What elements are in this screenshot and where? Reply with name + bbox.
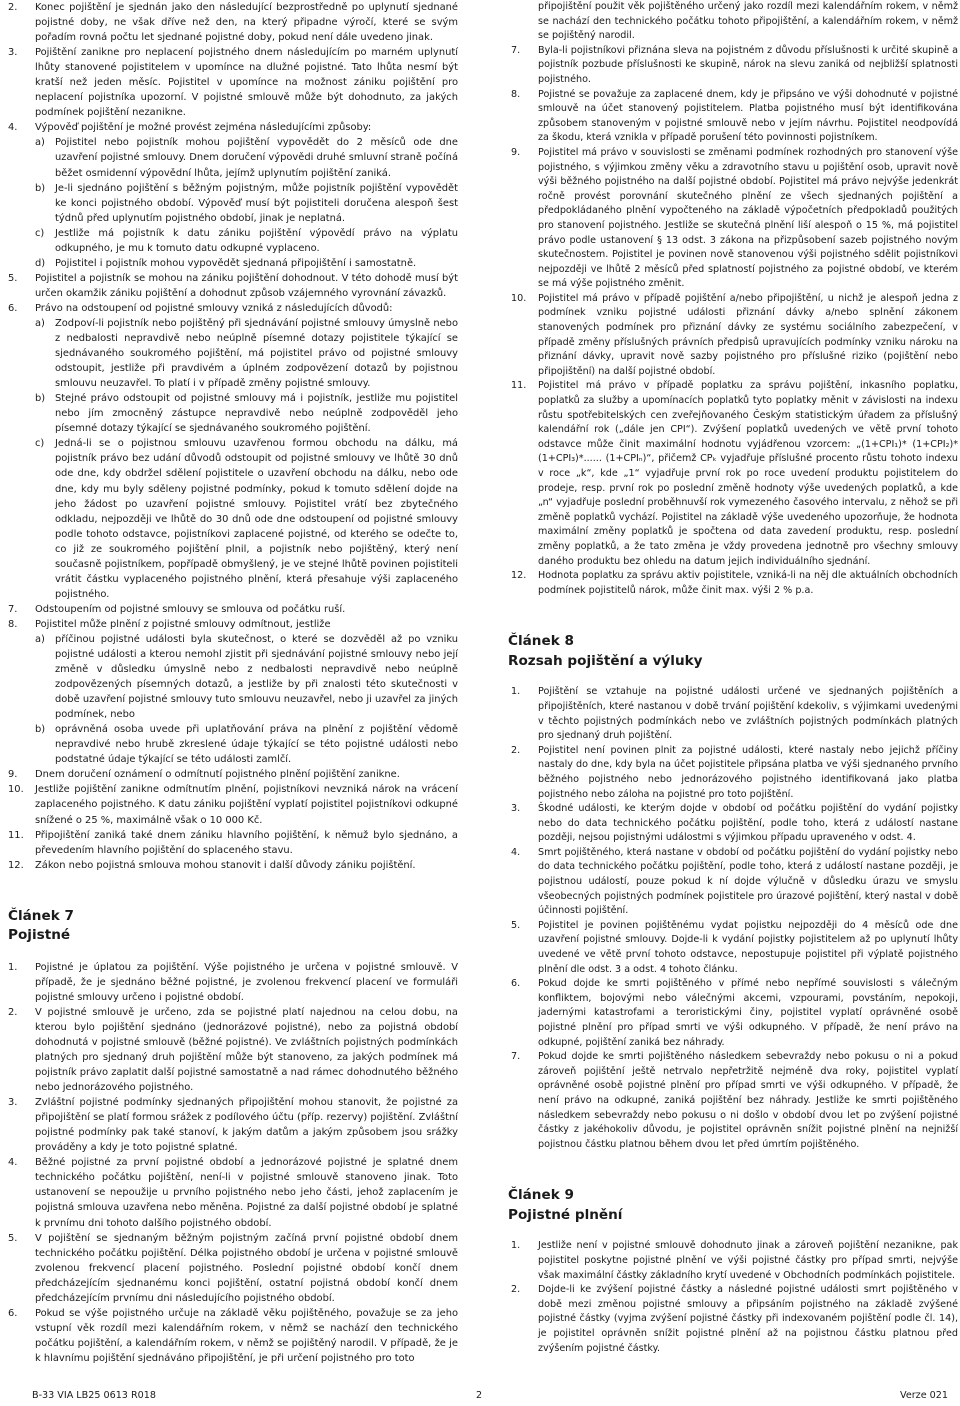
clause-text: Pojistné je úplatou za pojištění. Výše pojistného je určena v pojistné smlouvě. V případě, že je sjednáno běžné pojistné, je zvolenou frekvencí placení ve formuláři pojistné smlouvy určeno i pojistné období. <box>35 961 458 1003</box>
clause-number: a) <box>35 317 45 329</box>
clause-text: Pojistitel nebo pojistník mohou pojištění vypovědět do 2 měsíců ode dne uzavření pojistné smlouvy. Dnem doručení výpovědi druhé smluvní straně počíná běžet osmidenní výpovědní lhůta, jejímž uplynutím pojištění zaniká. <box>55 137 458 179</box>
clause <box>8 858 458 873</box>
clause-number: 12. <box>8 859 24 871</box>
footer-version: Verze 021 <box>900 1390 948 1401</box>
clause-text: Právo na odstoupení od pojistné smlouvy vzniká z následujících důvodů: <box>35 302 393 314</box>
clause-number: 7. <box>511 44 521 56</box>
clause-text: Pojistitel je povinen pojištěnému vydat pojistku nejpozději do 4 měsíců ode dne uzavření pojistné smlouvy. Dojde-li k vydání pojistky pojistitelem až po uplynutí lhůty uvedené ve větě první tohoto odstavce, nepostupuje pojistitel při výplatě pojistného plnění dle odst. 3 a odst. 4 tohoto článku. <box>538 919 958 975</box>
clause-text: Dojde-li ke zvýšení pojistné částky a následné pojistné události smrt pojištěného v době mezi změnou pojistné smlouvy a připsáním pojistného na základě zvýšené pojistné částky (vyjma zvýšení pojistné částky při indexovaném pojištění podle čl. 14), je pojistitel oprávněn snížit pojistné plnění až na pojistnou částku platnou před zvýšením pojistné částky. <box>538 1284 958 1354</box>
clause <box>508 744 958 802</box>
clause-text: V pojištění se sjednaným běžným pojistným začíná první pojistné období dnem technického počátku pojištění. Délka pojistného období je určena v pojistné smlouvě zvolenou frekvencí placení pojistného. Poslední pojistné období končí dnem předcházejícím sjednanému konci pojištění, ostatní pojistná období končí dnem předcházejícím prvnímu dni následujícího pojistného období. <box>35 1232 458 1304</box>
clause-number: 1. <box>8 961 18 973</box>
sub-clause <box>8 632 458 722</box>
clause-text: Zákon nebo pojistná smlouva mohou stanovit i další důvody zániku pojištění. <box>35 859 416 871</box>
clause <box>8 45 458 120</box>
clause <box>8 782 458 827</box>
clause-text: Pojistitel není povinen plnit za pojistné události, které nastaly nebo jejichž příčiny nastaly do dne, kdy byla na účet pojistitele připsána platba ve výši sjednaného prvního běžného pojistného nebo jednorázového pojistného identifikovaná jako platba pojistného nebo záloha na pojistné pro toto pojištění. <box>538 744 958 800</box>
clause-number: a) <box>35 633 45 645</box>
clause-text: Jestliže není v pojistné smlouvě dohodnuto jinak a zároveň pojištění nezanikne, pak pojistitel poskytne pojistné plnění ve výši pojistné částky pro případ smrti, nejvýše však maximální částky základního krytí uvedené v Obchodních podmínkách pojistitele. <box>538 1240 958 1281</box>
clause-number: 8. <box>8 618 18 630</box>
clause-number: 6. <box>511 978 521 990</box>
clause-text: Pojištění se vztahuje na pojistné události určené ve sjednaných pojištěních a připojištěních, které nastanou v době trvání pojištění kdekoliv, s výjimkami uvedenými v těchto pojistných podmínkách nebo ve zvláštních pojistných podmínkách platných pro sjednaný druh pojištění. <box>538 686 958 742</box>
clause <box>8 767 458 782</box>
clause <box>8 1155 458 1230</box>
clause <box>8 271 458 301</box>
clause-text: Dnem doručení oznámení o odmítnutí pojistného plnění pojištění zanikne. <box>35 769 400 781</box>
clause-text: Jedná-li se o pojistnou smlouvu uzavřenou formou obchodu na dálku, má pojistník právo bez udání důvodů odstoupit od pojistné smlouvy ve lhůtě 30 dnů ode dne, kdy obdržel sdělení pojistitele o uzavření obchodu na dálku, nebo ode dne, kdy mu byly sděleny pojistné podmínky, pokud k tomuto sdělení dojde na jeho žádost po uzavření pojistné smlouvy. Pojistitel vrátí bez zbytečného odkladu, nejpozději ve lhůtě do 30 dnů ode dne odstoupení od pojistné smlouvy podle tohoto odstavce, pojistníkovi zaplacené pojistné, od kterého se odečte to, co již ze soukromého pojištění plnil, a pojistník nebo pojištěný, který není současně pojistníkem, popřípadě obmyšlený, je ve stejné lhůtě povinen pojistiteli vrátit částku vyplaceného pojistného plnění, která přesahuje výši zaplaceného pojistného. <box>55 438 458 600</box>
sub-clause <box>8 722 458 767</box>
clause-number: 4. <box>511 846 521 858</box>
clause <box>8 828 458 858</box>
clause-continuation <box>508 0 958 44</box>
clause-text: Pojistitel má právo v případě pojištění a/nebo připojištění, u nichž je alespoň jedna z podmínek vzniku pojistné události přiznání dávky a/nebo splnění zákonem stanovených podmínek pro přiznání dávky ze systému sociálního zabezpečení, v případě změny příslušných právních předpisů upravujících podmínky vzniku nároku na přiznání dávky, upravit nově sazby pojistného pro příslušné riziko (pojištění nebo připojištění) na další pojistné období. <box>538 292 958 377</box>
article-heading <box>508 632 958 671</box>
clause <box>508 292 958 380</box>
sub-clause <box>8 135 458 180</box>
clause-text: Odstoupením od pojistné smlouvy se smlouva od počátku ruší. <box>35 603 346 615</box>
clause-number: 11. <box>8 829 24 841</box>
clause-number: c) <box>35 227 45 239</box>
clause <box>508 146 958 292</box>
clause <box>8 617 458 632</box>
sub-clause <box>8 436 458 602</box>
footer-page-number: 2 <box>476 1390 483 1401</box>
footer-document-code: B-33 VIA LB25 0613 R018 <box>32 1390 156 1401</box>
clause <box>8 602 458 617</box>
clause-number: 9. <box>511 146 521 158</box>
clause <box>508 802 958 846</box>
clause-number: 5. <box>511 919 521 931</box>
clause <box>8 0 458 45</box>
clause-text: příčinou pojistné události byla skutečnost, o které se dozvěděl až po vzniku pojistné události a kterou nemohl zjistit při sjednávání pojistné smlouvy nebo její změně v důsledku úmyslně nebo z nedbalosti nepravdivě nebo neúplně zodpovězených písemných dotazů, a jestliže by při znalosti této skutečnosti v době uzavření pojistné smlouvy tuto smlouvu neuzavřel, nebo ji uzavřel za jiných podmínek, nebo <box>55 633 458 721</box>
clause-number: 2. <box>8 1006 18 1018</box>
clause-number: 10. <box>8 784 24 796</box>
sub-clause <box>8 316 458 391</box>
clause-number: d) <box>35 257 46 269</box>
clause-number: 12. <box>511 570 527 582</box>
article-heading <box>8 907 458 946</box>
sub-clause <box>8 181 458 226</box>
sub-clause <box>8 391 458 436</box>
clause-text: V pojistné smlouvě je určeno, zda se pojistné platí najednou na celou dobu, na kterou bylo pojištění sjednáno (jednorázové pojistné), nebo za pojistná období dohodnutá v pojistné smlouvě (běžné pojistné). Ve zvláštních pojistných podmínkách platných pro sjednaný druh pojištění může být stanoveno, za jakých podmínek má pojistník právo zaplatit další pojistné samostatně a nad rámec dohodnutého běžného nebo jednorázového pojistného. <box>35 1006 458 1094</box>
clause <box>508 685 958 743</box>
clause-number: 1. <box>511 686 521 698</box>
clause <box>8 1005 458 1095</box>
clause <box>508 1050 958 1152</box>
clause-text: Smrt pojištěného, která nastane v období od počátku pojištění do vydání pojistky nebo do data technického počátku pojištění, podle toho, která z událostí nastane později, je pojistnou událostí, pouze pokud k ní dojde výlučně v důsledku úrazu ve smyslu všeobecných pojistných podmínek pojistitele pro úrazové pojištění, který nastal v době účinnosti pojištění. <box>538 846 958 917</box>
clause-number: 7. <box>8 603 18 615</box>
clause-text: Zodpoví-li pojistník nebo pojištěný při sjednávání pojistné smlouvy úmyslně nebo z nedbalosti nepravdivě nebo neúplně písemné dotazy pojistitele týkající se sjednávaného soukromého pojištění, má pojistitel právo od pojistné smlouvy odstoupit, jestliže při pravdivém a úplném zodpovězení dotazů by pojistnou smlouvu neuzavřel. To platí i v případě změny pojistné smlouvy. <box>55 317 458 390</box>
clause-number: b) <box>35 724 46 736</box>
clause <box>508 1283 958 1356</box>
left-column <box>8 0 458 1366</box>
clause-text: Pojistné se považuje za zaplacené dnem, kdy je připsáno ve výši dohodnuté v pojistné smlouvě na účet stanovený pojistitelem. Platba pojistného musí být identifikována způsobem stanoveným v pojistné smlouvě nebo v jejím návrhu. Pojistitel neodpovídá za škodu, která vznikla v případě porušení této povinnosti pojistníkem. <box>538 88 958 144</box>
clause-text: Jestliže pojištění zanikne odmítnutím plnění, pojistníkovi nevzniká nárok na vrácení zaplaceného pojistného. K datu zániku pojištění vyplatí pojistitel pojistníkovi odkupné snížené o 25 %, maximálně však o 10 000 Kč. <box>35 784 458 826</box>
clause-text: Škodné události, ke kterým dojde v období od počátku pojištění do vydání pojistky nebo do data technického počátku pojištění, podle toho, která z událostí nastane později, nejsou pojistnými událostmi s výjimkou případu upraveného v odst. 4. <box>538 803 958 844</box>
clause-number: 10. <box>511 292 527 304</box>
clause-number: a) <box>35 137 45 149</box>
clause-number: 4. <box>8 122 18 134</box>
clause-text: Pokud dojde ke smrti pojištěného následkem sebevraždy nebo pokusu o ni a pokud zároveň pojištění ještě netrvalo nepřetržitě nejméně dva roky, pojistitel vyplatí oprávněné osobě pojistné plnění pro případ smrti ve výši odkupného. V případě, že není právo na odkupné, zaniká pojištění bez náhrady. Jestliže ke smrti pojištěného následkem sebevraždy nebo pokusu o ni došlo v období dvou let po zvýšení pojistné částky z jakéhokoliv důvodu, je pojistitel oprávněn snížit pojistné plnění na nejnižší pojistnou částku platnou během dvou let před úmrtím pojištěného. <box>538 1051 958 1150</box>
clause-text: Pojistitel má právo v souvislosti se změnami podmínek rozhodných pro stanovení výše pojistného, s výjimkou změny věku a zdravotního stavu u pojištění osob, upravit nově výši běžného pojistného na další pojistné období. Pojistitel má právo nejvýše jedenkrát ročně provést porovnání skutečného plnění ze všech sjednaných pojištění a předpokládaného plnění vypočteného na základě výpočetních předpokladů použitých pro stanovení pojistného. Jestliže se skutečná plnění liší alespoň o 15 %, má pojistitel právo podle ustanovení § 13 odst. 3 zákona na přizpůsobení sazeb pojistného novým skutečnostem. Pojistitel je povinen nově stanovenou výši pojistného sdělit pojistníkovi nejpozději ve lhůtě 2 měsíců před splatností pojistného za pojistné období, ve kterém se má výše pojistného změnit. <box>538 146 958 290</box>
clause-text: Hodnota poplatku za správu aktiv pojistitele, vzniká-li na něj dle aktuálních obchodních podmínek pojistitelů nárok, může činit max. výši 2 % p.a. <box>538 570 958 596</box>
article-number: Článek 9 <box>508 1187 574 1204</box>
clause-text: Pojistitel a pojistník se mohou na zániku pojištění dohodnout. V této dohodě musí být určen okamžik zániku pojištění a dohodnut způsob vzájemného vyrovnání závazků. <box>35 272 458 299</box>
article-title: Rozsah pojištění a výluky <box>508 652 703 669</box>
clause-number: b) <box>35 182 46 194</box>
clause-number: 2. <box>511 1284 521 1296</box>
clause <box>508 846 958 919</box>
clause <box>508 919 958 977</box>
article-title: Pojistné <box>8 927 71 944</box>
article-heading <box>508 1186 958 1225</box>
clause-text: Stejné právo odstoupit od pojistné smlouvy má i pojistník, jestliže mu pojistitel nebo jím zmocněný zástupce nepravdivě nebo neúplně zodpověděl jeho písemné dotazy týkající se sjednávaného soukromého pojištění. <box>55 393 458 435</box>
clause-number: 3. <box>8 47 18 59</box>
clause <box>8 1095 458 1155</box>
clause-number: c) <box>35 438 45 450</box>
clause-number: 9. <box>8 769 18 781</box>
clause-number: 2. <box>8 2 18 13</box>
clause <box>8 301 458 316</box>
clause <box>8 120 458 135</box>
clause-number: b) <box>35 393 46 405</box>
clause-text: oprávněná osoba uvede při uplatňování práva na plnění z pojištění vědomě nepravdivé nebo hrubě zkreslené údaje týkající se této pojistné události nebo podstatné údaje týkající se této události zamlčí. <box>55 724 458 766</box>
clause-number: 8. <box>511 88 521 100</box>
article-number: Článek 7 <box>8 907 74 924</box>
sub-clause <box>8 226 458 256</box>
clause <box>508 44 958 88</box>
clause <box>8 1306 458 1366</box>
clause-number: 6. <box>8 302 18 314</box>
clause-text: Pojistitel i pojistník mohou vypovědět sjednaná připojištění i samostatně. <box>55 257 417 269</box>
clause-text: Připojištění zaniká také dnem zániku hlavního pojištění, k němuž bylo sjednáno, a převedením hlavního pojištění do splaceného stavu. <box>35 829 458 856</box>
clause <box>8 1231 458 1306</box>
clause-number: 11. <box>511 380 527 392</box>
clause-text: Pojistitel má právo v případě poplatku za správu pojištění, inkasního poplatku, poplatků za služby a upomínacích poplatků tyto poplatky měnit v závislosti na indexu růstu spotřebitelských cen zveřejňovaného Českým statistickým úřadem za příslušný kalendářní rok („dále jen CPI“). Zvýšení poplatků uvedených ve větě první tohoto odstavce může činit maximální hodnotu vyjádřenou vzorcem: „(1+CPI₁)* (1+CPI₂)* (1+CPI₃)*...... (1+CPIₙ)“, přičemž CPₖ vyjadřuje příslušné procento růstu tohoto indexu v roce „k“, kde „1“ vyjadřuje první rok po roce uvedení produktu pojistitelem do prodeje, resp. první rok po poslední změně hodnoty výše uvedených poplatků, a kde „n“ vyjadřuje poslední proběhnuvší rok vymezeného časového intervalu, z něhož se při změně poplatků vychází. Pojistitel na základě výše uvedeného upozorňuje, že hodnota maximální změny poplatků je spočtena od data zavedení produktu, resp. poslední změny poplatků, a že tato změna je vždy provedena jednotně pro všechny smlouvy daného produktu bez ohledu na datum jejich individuálního sjednání. <box>538 380 958 567</box>
clause <box>508 1239 958 1283</box>
clause-number: 3. <box>511 803 521 815</box>
clause-text: Pokud se výše pojistného určuje na základě věku pojištěného, považuje se za jeho vstupní věk rozdíl mezi kalendářním rokem, v němž se nachází den technického počátku pojištění, a kalendářním rokem, v němž se pojištěný narodil. V případě, že je k hlavnímu pojištění sjednáváno připojištění, je při určení pojistného pro toto <box>35 1307 458 1364</box>
right-column <box>508 0 958 1356</box>
clause <box>508 569 958 598</box>
clause-number: 7. <box>511 1051 521 1063</box>
clause <box>508 379 958 569</box>
clause-text: Pojištění zanikne pro neplacení pojistného dnem následujícím po marném uplynutí lhůty stanovené pojistitelem v upomínce na dlužné pojistné. Tato lhůta nesmí být kratší než jeden měsíc. Pojistitel v upomínce na možnost zániku pojištění pro neplacení pojistníka upozorní. V pojistné smlouvě může být dohodnuto, za jakých podmínek pojištění nezanikne. <box>35 47 458 119</box>
clause <box>508 977 958 1050</box>
clause-text: Zvláštní pojistné podmínky sjednaných připojištění mohou stanovit, že pojistné za připojištění se platí formou srážek z podílového účtu (příp. rezervy) pojištění. Zvláštní pojistné podmínky pak také stanoví, k jakým datům a jakým způsobem jsou srážky prováděny a kdy je toto pojistné splatné. <box>35 1097 458 1154</box>
clause-text: Pojistitel může plnění z pojistné smlouvy odmítnout, jestliže <box>35 618 331 630</box>
clause <box>508 88 958 146</box>
clause-number: 3. <box>8 1097 18 1109</box>
clause-number: 5. <box>8 1232 18 1244</box>
clause-text: Výpověď pojištění je možné provést zejména následujícími způsoby: <box>35 122 372 134</box>
article-number: Článek 8 <box>508 633 574 650</box>
clause-text: Pokud dojde ke smrti pojištěného v přímé nebo nepřímé souvislosti s válečným konfliktem, bojovými nebo válečnými akcemi, vzpourami, povstáním, nepokoji, jadernými katastrofami a teroristickými činy, pojistitel vyplatí oprávněné osobě pojistné plnění pro případ smrti ve výši odkupného. V případě, že není právo na odkupné, pojištění zaniká bez náhrady. <box>538 978 958 1048</box>
clause-text: připojištění použit věk pojištěného určený jako rozdíl mezi kalendářním rokem, v němž se nachází den technického počátku tohoto připojištění, a kalendářním rokem, v němž se pojištěný narodil. <box>538 1 958 42</box>
clause <box>8 960 458 1005</box>
clause-number: 6. <box>8 1307 18 1319</box>
clause-text: Byla-li pojistníkovi přiznána sleva na pojistném z důvodu příslušnosti k určité skupině a pojistník pozbude příslušnosti ke skupině, nárok na slevu zaniká od nejbližší splatnosti pojistného. <box>538 44 958 85</box>
article-title: Pojistné plnění <box>508 1206 623 1223</box>
clause-number: 5. <box>8 272 18 284</box>
clause-number: 1. <box>511 1240 521 1252</box>
clause-number: 2. <box>511 744 521 756</box>
clause-text: Konec pojištění je sjednán jako den následující bezprostředně po uplynutí sjednané pojistné doby, ne však dříve než den, na který připadne výročí, které se svým pořadím rovná počtu let sjednané pojistné doby, pokud není dále uvedeno jinak. <box>35 2 458 44</box>
clause-number: 4. <box>8 1157 18 1169</box>
sub-clause <box>8 256 458 271</box>
clause-text: Jestliže má pojistník k datu zániku pojištění výpovědí právo na výplatu odkupného, je mu k tomuto datu odkupné vyplaceno. <box>55 227 458 254</box>
clause-text: Je-li sjednáno pojištění s běžným pojistným, může pojistník pojištění vypovědět ke konci pojistného období. Výpověď musí být pojistiteli doručena alespoň šest týdnů před uplynutím pojistného období, jinak je neplatná. <box>55 182 458 224</box>
clause-text: Běžné pojistné za první pojistné období a jednorázové pojistné je splatné dnem technického počátku pojištění, není-li v pojistné smlouvě stanoveno jinak. Toto ustanovení se nepoužije u prvního pojistného nebo jeho části, jehož zaplacením je pojistná smlouva uzavřena nebo měněna. Pojistné za další pojistné období je splatné k prvnímu dni tohoto dalšího pojistného období. <box>35 1157 458 1229</box>
